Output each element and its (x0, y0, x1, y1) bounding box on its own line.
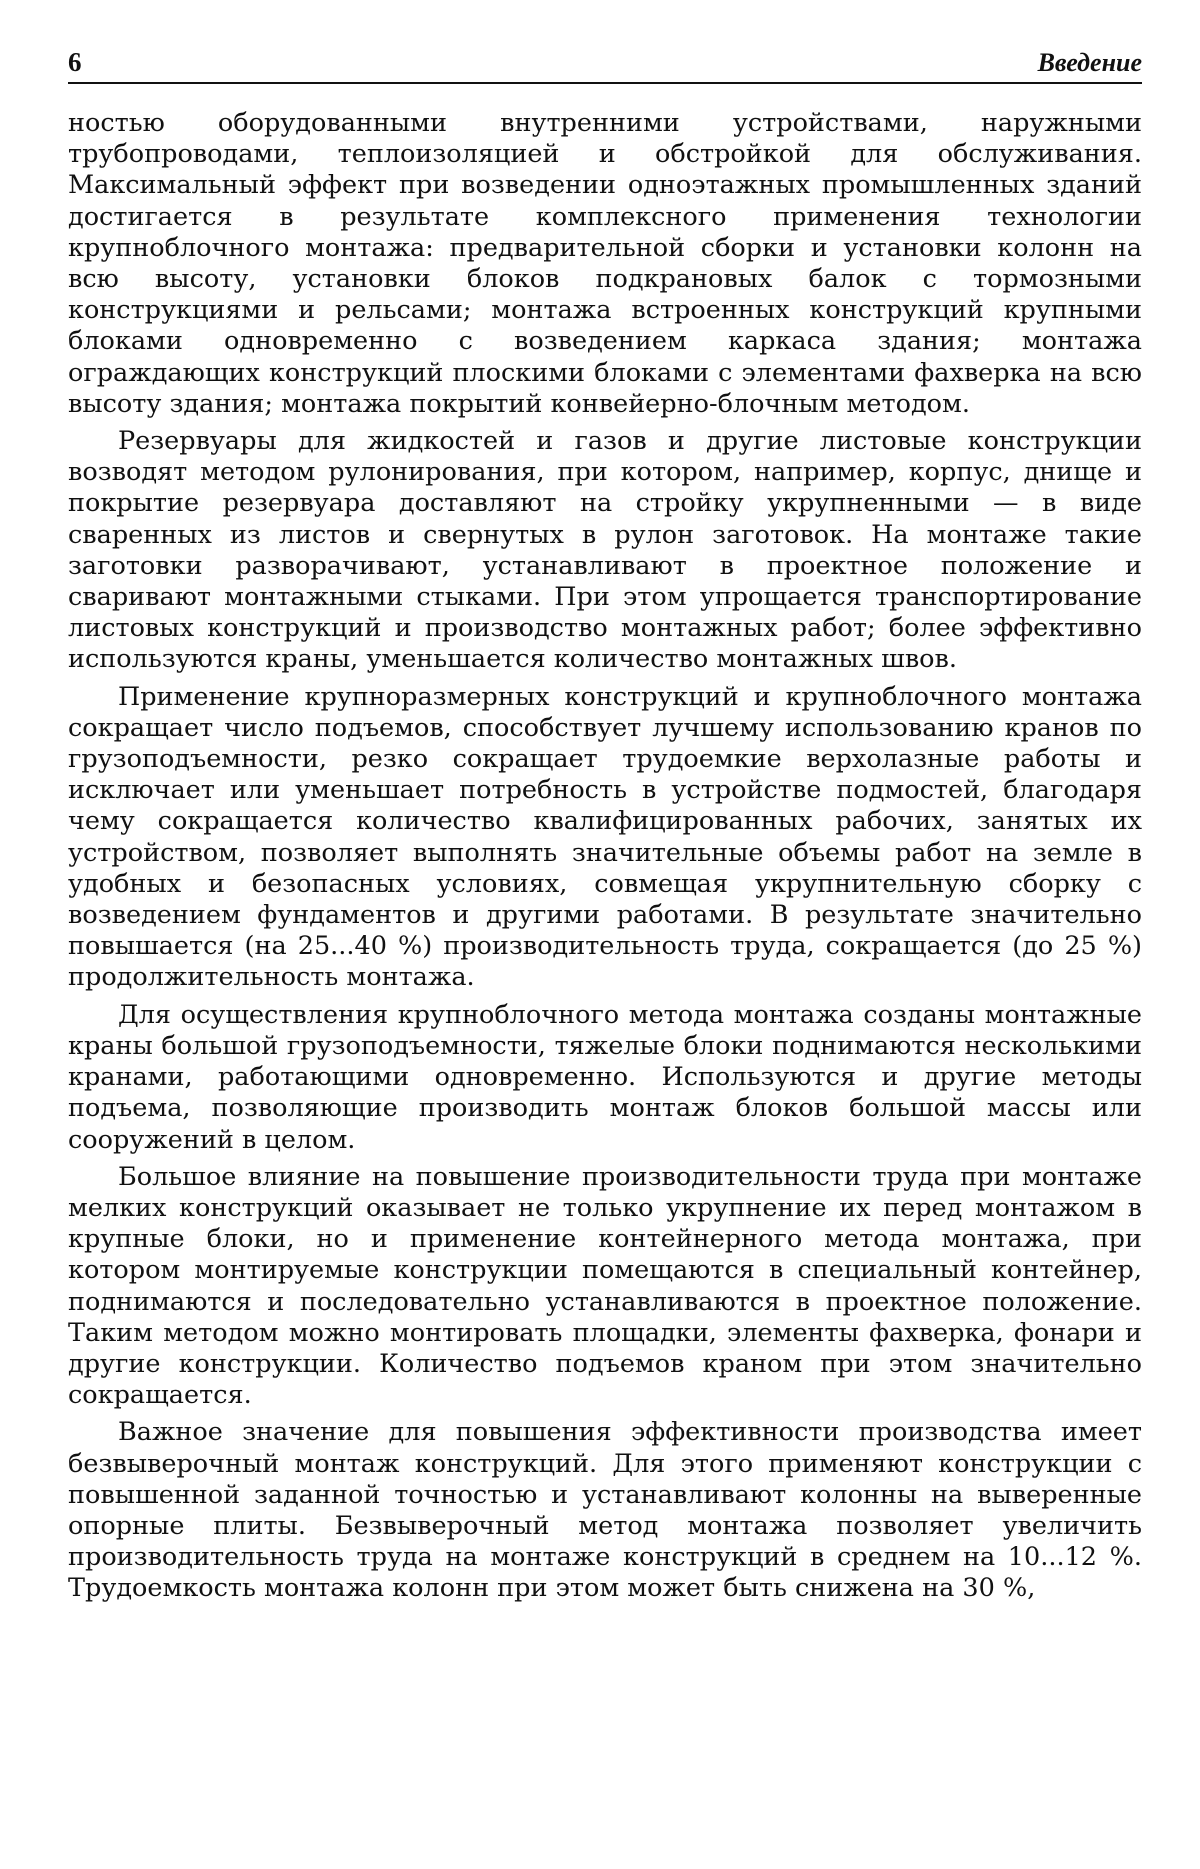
running-head: Введение (1037, 48, 1142, 77)
paragraph-tanks: Резервуары для жидкостей и газов и другие листовые конструкции возводят методом рулонирования, при котором, например, корпус, днище и покрытие резервуара доставляют на стройку укрупненными — в виде сваренных из листов и свернутых в рулон заготовок. На монтаже такие заготовки разворачивают, устанавливают в проектное положение и сваривают монтажными стыками. При этом упрощается транспортирование листовых конструкций и производство монтажных работ; более эффективно используются краны, уменьшается количество монтажных швов. (68, 426, 1142, 675)
paragraph-continuation: ностью оборудованными внутренними устройствами, наружными трубопроводами, теплоизоляцией и обстройкой для обслуживания. Максимальный эффект при возведении одноэтажных промышленных зданий достигается в результате комплексного применения технологии крупноблочного монтажа: предварительной сборки и установки колонн на всю высоту, установки блоков подкрановых балок с тормозными конструкциями и рельсами; монтажа встроенных конструкций крупными блоками одновременно с возведением каркаса здания; монтажа ограждающих конструкций плоскими блоками с элементами фахверка на всю высоту здания; монтажа покрытий конвейерно-блочным методом. (68, 108, 1142, 419)
page-header (68, 40, 1142, 84)
body-text (68, 108, 1142, 1611)
paragraph-heavy-cranes: Для осуществления крупноблочного метода монтажа созданы монтажные краны большой грузоподъемности, тяжелые блоки поднимаются несколькими кранами, работающими одновременно. Используются и другие методы подъема, позволяющие производить монтаж блоков большой массы или сооружений в целом. (68, 999, 1142, 1155)
paragraph-large-block-benefits: Применение крупноразмерных конструкций и крупноблочного монтажа сокращает число подъемов, способствует лучшему использованию кранов по грузоподъемности, резко сокращает трудоемкие верхолазные работы и исключает или уменьшает потребность в устройстве подмостей, благодаря чему сокращается количество квалифицированных рабочих, занятых их устройством, позволяет выполнять значительные объемы работ на земле в удобных и безопасных условиях, совмещая укрупнительную сборку с возведением фундаментов и другими работами. В результате значительно повышается (на 25...40 %) производительность труда, сокращается (до 25 %) продолжительность монтажа. (68, 681, 1142, 993)
paragraph-alignment-free: Важное значение для повышения эффективности производства имеет безвыверочный монтаж конструкций. Для этого применяют конструкции с повышенной заданной точностью и устанавливают колонны на выверенные опорные плиты. Безвыверочный метод монтажа позволяет увеличить производительность труда на монтаже конструкций в среднем на 10...12 %. Трудоемкость монтажа колонн при этом может быть снижена на 30 %, (68, 1417, 1142, 1604)
paragraph-container-method: Большое влияние на повышение производительности труда при монтаже мелких конструкций оказывает не только укрупнение их перед монтажом в крупные блоки, но и применение контейнерного метода монтажа, при котором монтируемые конструкции помещаются в специальный контейнер, поднимаются и последовательно устанавливаются в проектное положение. Таким методом можно монтировать площадки, элементы фахверка, фонари и другие конструкции. Количество подъемов краном при этом значительно сокращается. (68, 1161, 1142, 1411)
page-number: 6 (68, 47, 82, 77)
